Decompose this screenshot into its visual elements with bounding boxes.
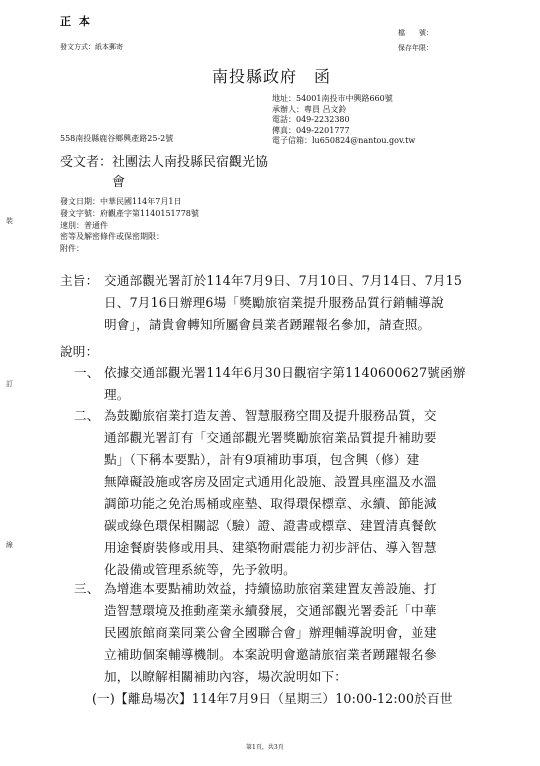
explanation-label: 說明：	[60, 344, 99, 359]
contact-email: 電子信箱：lu650824@nantou.gov.tw	[272, 136, 416, 145]
subject-text: 交通部觀光署訂於114年7月9日、7月10日、7月14日、7月15 日、7月16日辦理6場「獎勵旅宿業提升服務品質行銷輔導說 明會」，請貴會轉知所屬會員業者踴躍報名參加，請查照。	[104, 273, 463, 332]
document-title: 南投縣政府 函	[212, 67, 332, 86]
contact-block	[272, 94, 415, 147]
recipient-address: 558南投縣鹿谷鄉興產路25-2號	[60, 134, 174, 143]
contact-fax: 傳真：049-2201777	[272, 125, 350, 135]
explanation-item-2: 為鼓勵旅宿業打造友善、智慧服務空間及提升服務品質，交 通部觀光署訂有「交通部觀光署獎勵旅宿業品質提升補助要 點」（下稱本要點），計有9項補助事項，包含興（修）建 無障礙設施或客房及固定式通用化設施、設置具座溫及水溫 調節功能之免治馬桶或座墊、取得環保標章、永續、節能減 碳或綠色環保相關認（驗）證、證書或標章、建置清真餐飲 用途餐廚裝修或用具、建築物耐震能力初步評估、導入智慧 化設備或管理系統等，先予敘明。	[104, 408, 437, 577]
sub-item-island-session: (一)【離島場次】114年7月9日（星期三）10:00-12:00於百世	[92, 691, 453, 706]
binding-mark: 裝	[6, 217, 13, 225]
contact-address: 地址：54001南投市中興路660號	[272, 94, 393, 103]
original-copy-stamp: 正 本	[60, 15, 92, 28]
file-number-label: 檔 號：	[398, 29, 433, 37]
send-method: 發文方式：紙本郵寄	[60, 43, 123, 51]
contact-phone: 電話：049-2232380	[272, 115, 350, 124]
recipient-block	[60, 153, 268, 193]
speed-class: 速別：普通件	[60, 220, 108, 230]
explanation-item-number: 二、	[74, 408, 100, 423]
attachment-label: 附件：	[60, 244, 84, 254]
explanation-item-number: 一、	[74, 365, 100, 380]
binding-mark: 訂	[6, 380, 13, 388]
issue-date: 發文日期：中華民國114年7月1日	[60, 197, 182, 206]
document-meta	[60, 196, 199, 255]
binding-mark: 線	[6, 541, 13, 549]
contact-handler: 承辦人：專員 呂文鈴	[272, 104, 347, 114]
explanation-item-number: 三、	[74, 581, 100, 596]
explanation-item-3: 為增進本要點補助效益，持續協助旅宿業建置友善設施、打 造智慧環境及推動產業永續發展，交通部觀光署委託「中華 民國旅館商業同業公會全國聯合會」辦理輔導說明會，並建 立補助個案輔導機制。本案說明會邀請旅宿業者踴躍報名參 加，以瞭解相關補助內容，場次說明如下：	[104, 581, 437, 684]
secrecy-level: 密等及解密條件或保密期限：	[60, 232, 164, 242]
page-number: 第1頁，共3頁	[246, 744, 284, 751]
document-number: 發文字號：府觀產字第1140151778號	[60, 208, 199, 218]
explanation-item-1: 依據交通部觀光署114年6月30日觀宿字第1140600627號函辦 理。	[104, 365, 466, 402]
retention-period-label: 保存年限：	[398, 44, 433, 52]
recipient-label: 受文者：	[60, 155, 113, 170]
recipient-name: 社團法人南投縣民宿觀光協	[112, 155, 269, 170]
recipient-name-continued: 會	[112, 175, 126, 190]
subject-label: 主旨：	[60, 273, 99, 288]
